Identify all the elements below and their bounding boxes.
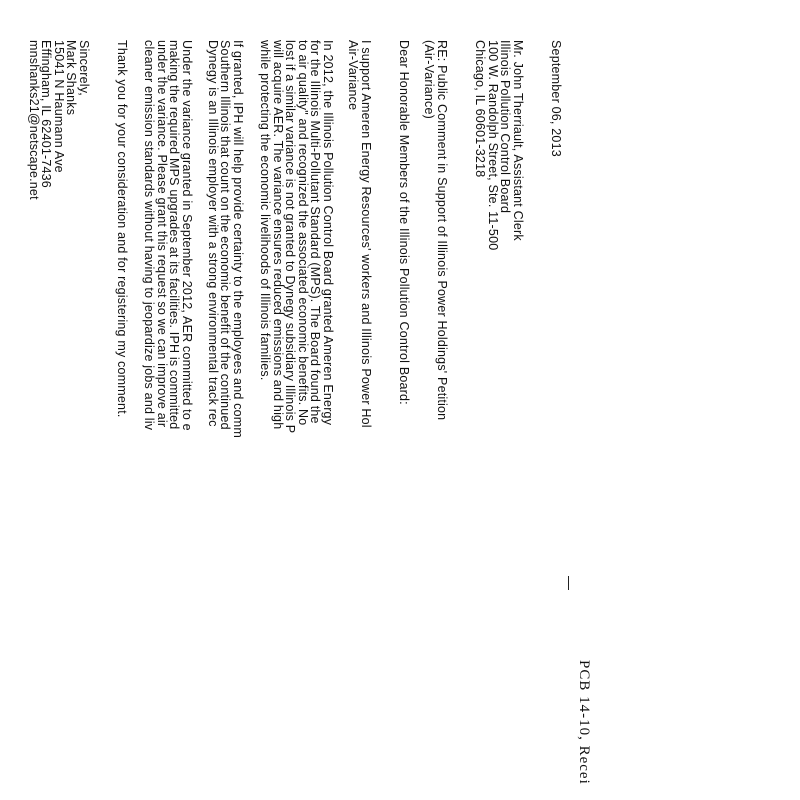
- document-reference: PCB 14-10, Recei: [576, 660, 592, 785]
- scan-mark: [568, 576, 569, 590]
- paragraph-support: I support Ameren Energy Resources' workers and Illinois Power Hol Air-Variance: [346, 40, 373, 428]
- paragraph-background: In 2012, the Illinois Pollution Control Board granted Ameren Energy for the Illinois Multi-Pollutant Standard (MPS). The Board found the to air quality" and recognized the associated economic benefits. No lost if a similar variance is not granted to Dynegy subsidiary Illinois P will acquire AER. The variance ensures reduced emissions and high while protecting the economic livelihoods of Illinois families.: [258, 40, 335, 434]
- address-line: Illinois Pollution Control Board: [498, 40, 513, 214]
- letter-body: [10, 40, 590, 800]
- paragraph-thanks: Thank you for your consideration and for registering my comment.: [115, 40, 129, 418]
- address-line: Mr. John Therriault, Assistant Clerk: [511, 40, 525, 241]
- salutation: Dear Honorable Members of the Illinois Pollution Control Board:: [397, 40, 411, 405]
- signature-block: [27, 40, 90, 200]
- address-line: 100 W. Randolph Street, Ste. 11-500: [485, 40, 500, 251]
- signer-name: Mark Shanks: [64, 40, 79, 116]
- re-line: RE: Public Comment in Support of Illinois Power Holdings' Petition (Air-Variance): [422, 40, 449, 421]
- signer-street: 15041 N Haumann Ave: [51, 40, 66, 173]
- address-line: Chicago, IL 60601-3218: [473, 40, 488, 178]
- signer-city: Effingham, IL 62401-7436: [39, 40, 54, 188]
- letter-date: September 06, 2013: [549, 40, 563, 157]
- paragraph-commitment: Under the variance granted in September 2012, AER committed to e making the required MPS upgrades at its facilities. IPH is committed under the variance. Please grant this request so we can improve air cleaner emission standards without having to jeopardize jobs and liv: [142, 40, 194, 431]
- paragraph-certainty: If granted, IPH will help provide certainty to the employees and comm Southern Illinois that count on the economic benefit of the continued Dynegy is an Illinois employer with a strong environmental track rec: [205, 40, 245, 439]
- addressee-block: [474, 40, 524, 250]
- closing: Sincerely,: [77, 40, 91, 96]
- signer-email: mnshanks21@netscape.net: [26, 40, 41, 200]
